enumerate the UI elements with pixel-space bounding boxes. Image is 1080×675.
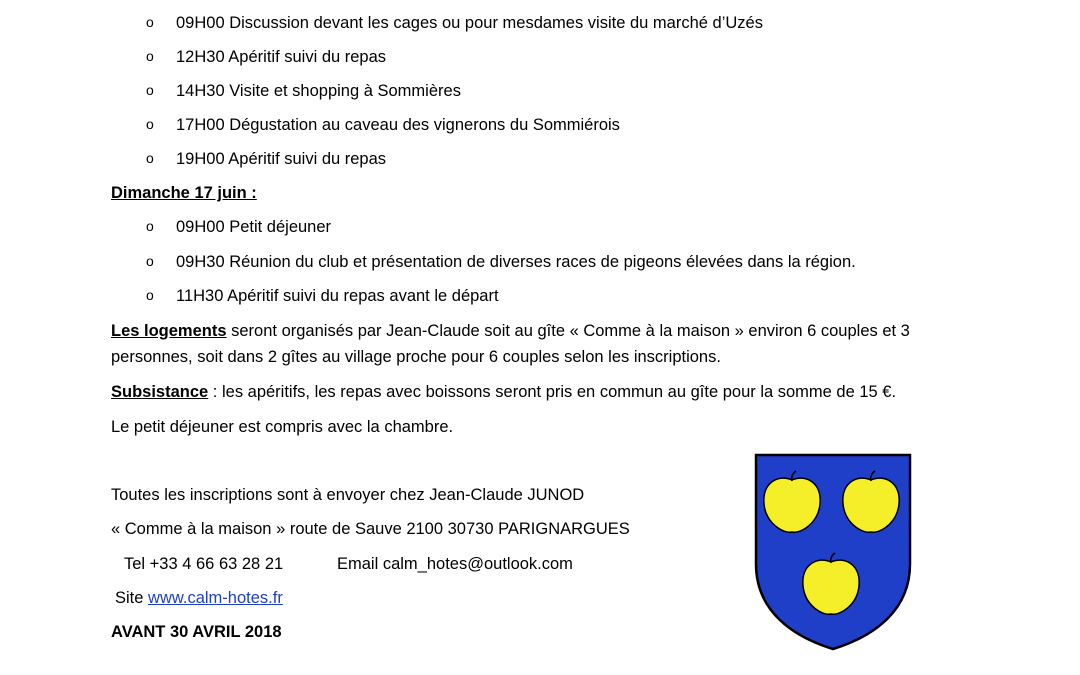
bullet-icon: o	[146, 116, 154, 132]
sunday-heading-text: Dimanche 17 juin :	[111, 184, 257, 202]
sunday-heading	[111, 184, 257, 203]
contact-address-text: « Comme à la maison » route de Sauve 2100 30730 PARIGNARGUES	[111, 520, 630, 538]
logements-text-1: seront organisés par Jean-Claude soit au gîte « Comme à la maison » environ 6 couples et 3	[226, 322, 910, 340]
subsistance-paragraph	[111, 383, 896, 402]
schedule-item-text: 09H00 Petit déjeuner	[176, 218, 332, 236]
logements-paragraph-line2	[111, 348, 721, 367]
crest-shield-icon	[752, 452, 914, 652]
contact-email	[337, 555, 573, 574]
schedule-item-text: 14H30 Visite et shopping à Sommières	[176, 82, 461, 100]
contact-line1-text: Toutes les inscriptions sont à envoyer chez Jean-Claude JUNOD	[111, 486, 585, 504]
email-text: Email calm_hotes@outlook.com	[337, 555, 573, 573]
logements-text-2: personnes, soit dans 2 gîtes au village proche pour 6 couples selon les inscriptions.	[111, 348, 721, 366]
bullet-icon: o	[146, 14, 154, 30]
contact-line1	[111, 486, 584, 505]
schedule-item-text: 09H30 Réunion du club et présentation de diverses races de pigeons élevées dans la région.	[176, 253, 856, 271]
subsistance-text: : les apéritifs, les repas avec boissons seront pris en commun au gîte pour la somme de 15 €.	[208, 383, 897, 401]
contact-phone	[124, 555, 283, 574]
breakfast-note-text: Le petit déjeuner est compris avec la chambre.	[111, 418, 454, 436]
contact-site	[115, 589, 283, 608]
breakfast-note	[111, 418, 453, 437]
schedule-item-text: 19H00 Apéritif suivi du repas	[176, 150, 387, 168]
schedule-item-text: 12H30 Apéritif suivi du repas	[176, 48, 387, 66]
contact-line2	[111, 520, 630, 539]
bullet-icon: o	[146, 218, 154, 234]
schedule-item-text: 17H00 Dégustation au caveau des vignerons du Sommiérois	[176, 116, 620, 134]
schedule-item-text: 09H00 Discussion devant les cages ou pour mesdames visite du marché d’Uzés	[176, 14, 763, 32]
subsistance-label: Subsistance	[111, 383, 209, 401]
logements-label: Les logements	[111, 322, 227, 340]
site-label: Site	[115, 589, 149, 607]
deadline-text: AVANT 30 AVRIL 2018	[111, 623, 282, 641]
bullet-icon: o	[146, 287, 154, 303]
logements-paragraph-line1	[111, 322, 910, 341]
bullet-icon: o	[146, 48, 154, 64]
deadline	[111, 623, 282, 642]
bullet-icon: o	[146, 150, 154, 166]
site-link[interactable]: www.calm-hotes.fr	[148, 589, 283, 607]
bullet-icon: o	[146, 82, 154, 98]
phone-text: Tel +33 4 66 63 28 21	[124, 555, 284, 573]
bullet-icon: o	[146, 253, 154, 269]
schedule-item-text: 11H30 Apéritif suivi du repas avant le départ	[176, 287, 499, 305]
